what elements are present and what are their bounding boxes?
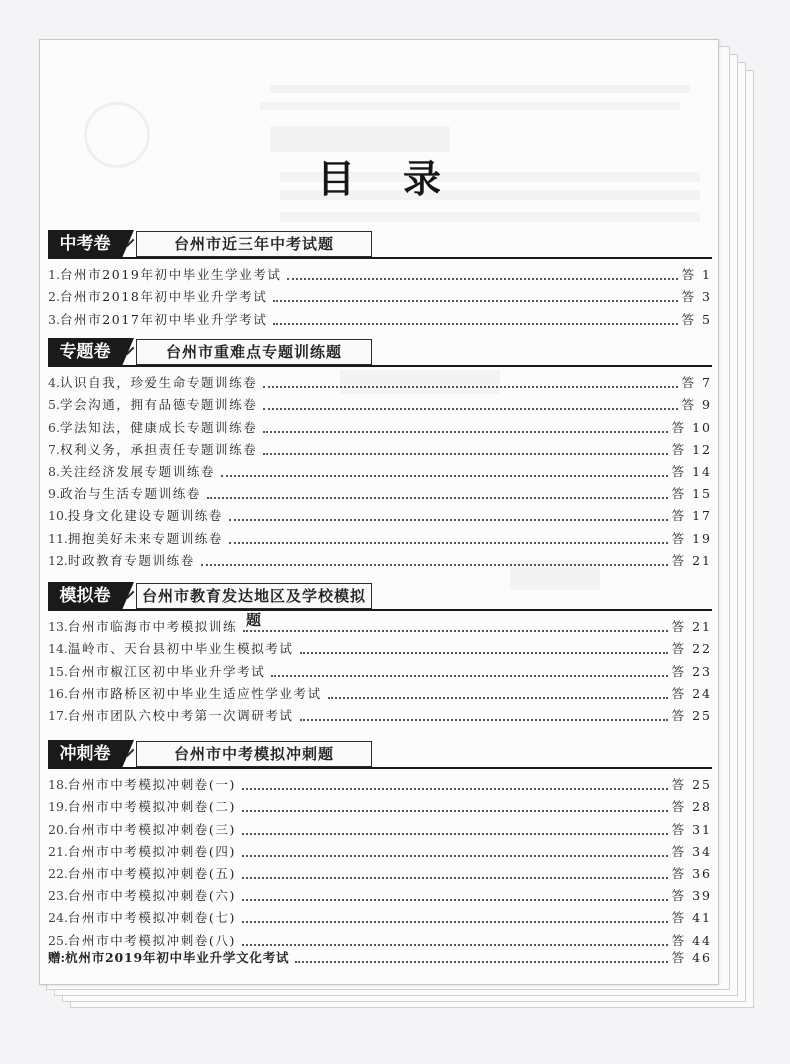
dot-leader xyxy=(273,323,677,325)
answer-page: 答 44 xyxy=(671,932,712,948)
entry-number: 2. xyxy=(48,289,60,305)
toc-entry[interactable] xyxy=(48,548,712,570)
entry-number: 5. xyxy=(48,397,60,413)
toc-entry[interactable] xyxy=(48,794,712,816)
dot-leader xyxy=(242,788,668,790)
toc-entry[interactable] xyxy=(48,703,712,725)
section-title: 台州市重难点专题训练题 xyxy=(136,339,372,365)
entry-number: 18. xyxy=(48,777,68,793)
answer-page: 答 34 xyxy=(671,843,712,859)
dot-leader xyxy=(263,453,667,455)
section-rule xyxy=(48,767,712,769)
answer-page: 答 31 xyxy=(671,821,712,837)
answer-page: 答 22 xyxy=(671,641,712,657)
answer-page: 答 7 xyxy=(681,375,712,391)
entry-number: 20. xyxy=(48,821,68,837)
toc-entry[interactable] xyxy=(48,459,712,481)
toc-entry[interactable] xyxy=(48,437,712,459)
entry-title: 台州市2018年初中毕业升学考试 xyxy=(59,289,268,305)
toc-entry[interactable] xyxy=(48,370,712,392)
dot-leader xyxy=(300,719,668,721)
toc-section xyxy=(48,740,712,950)
section-rule xyxy=(48,257,712,259)
dot-leader xyxy=(273,300,677,302)
bonus-section xyxy=(48,945,712,967)
dot-leader xyxy=(221,475,668,477)
entry-title: 关注经济发展专题训练卷 xyxy=(59,463,216,479)
toc-section xyxy=(48,582,712,725)
dot-leader xyxy=(242,810,668,812)
answer-page: 答 19 xyxy=(671,530,712,546)
bleed-through-text xyxy=(270,85,690,93)
section-header xyxy=(48,740,712,768)
entry-number: 11. xyxy=(48,530,68,546)
dot-leader xyxy=(287,278,677,280)
toc-entry[interactable] xyxy=(48,306,712,328)
toc-entry[interactable] xyxy=(48,816,712,838)
dot-leader xyxy=(295,961,667,963)
answer-page: 答 21 xyxy=(671,619,712,635)
toc-entry[interactable] xyxy=(48,861,712,883)
toc-entry[interactable] xyxy=(48,636,712,658)
book-page xyxy=(39,39,719,985)
answer-page: 答 25 xyxy=(671,707,712,723)
entry-title: 台州市2017年初中毕业升学考试 xyxy=(59,311,268,327)
answer-page: 答 36 xyxy=(671,865,712,881)
section-rule xyxy=(48,365,712,367)
section-header xyxy=(48,230,712,258)
bleed-through-text xyxy=(280,212,700,222)
answer-page: 答 23 xyxy=(671,663,712,679)
answer-page: 答 3 xyxy=(681,289,712,305)
entry-title: 台州市中考模拟冲刺卷(七) xyxy=(67,910,236,926)
answer-page: 答 41 xyxy=(671,910,712,926)
dot-leader xyxy=(242,921,668,923)
dot-leader xyxy=(271,675,667,677)
dot-leader xyxy=(263,386,677,388)
toc-entry[interactable] xyxy=(48,658,712,680)
toc-entry[interactable] xyxy=(48,681,712,703)
toc-entry[interactable] xyxy=(48,503,712,525)
section-title: 台州市中考模拟冲刺题 xyxy=(136,741,372,767)
toc-entry[interactable] xyxy=(48,905,712,927)
answer-page: 答 25 xyxy=(671,777,712,793)
entry-number: 19. xyxy=(48,799,68,815)
entry-title: 台州市椒江区初中毕业升学考试 xyxy=(67,663,266,679)
entry-number: 1. xyxy=(48,267,60,283)
entry-title: 认识自我，珍爱生命专题训练卷 xyxy=(59,375,258,391)
answer-page: 答 10 xyxy=(671,419,712,435)
toc-entry[interactable] xyxy=(48,481,712,503)
entry-title: 台州市2019年初中毕业生学业考试 xyxy=(59,267,282,283)
entry-number: 7. xyxy=(48,441,60,457)
answer-page: 答 28 xyxy=(671,799,712,815)
toc-section xyxy=(48,230,712,329)
toc-entry[interactable] xyxy=(48,525,712,547)
answer-page: 答 17 xyxy=(671,508,712,524)
entry-number: 4. xyxy=(48,375,60,391)
entry-title: 台州市中考模拟冲刺卷(六) xyxy=(67,888,236,904)
answer-page: 答 5 xyxy=(681,311,712,327)
entry-number: 14. xyxy=(48,641,68,657)
entry-title: 台州市团队六校中考第一次调研考试 xyxy=(67,707,294,723)
dot-leader xyxy=(300,652,668,654)
dot-leader xyxy=(328,697,668,699)
dot-leader xyxy=(242,877,668,879)
entry-number: 16. xyxy=(48,685,68,701)
entry-number: 24. xyxy=(48,910,68,926)
toc-entry[interactable] xyxy=(48,772,712,794)
entry-number: 9. xyxy=(48,486,60,502)
entry-title: 投身文化建设专题训练卷 xyxy=(67,508,223,524)
dot-leader xyxy=(242,899,668,901)
dot-leader xyxy=(201,564,668,566)
section-title: 台州市教育发达地区及学校模拟题 xyxy=(136,583,372,609)
entry-title: 杭州市2019年初中毕业升学文化考试 xyxy=(65,950,290,966)
entry-number: 25. xyxy=(48,932,68,948)
toc-entry[interactable] xyxy=(48,262,712,284)
entry-title: 学法知法，健康成长专题训练卷 xyxy=(59,419,258,435)
dot-leader xyxy=(229,519,668,521)
entry-title: 台州市中考模拟冲刺卷(三) xyxy=(67,821,236,837)
entry-title: 时政教育专题训练卷 xyxy=(67,552,195,568)
entry-number: 8. xyxy=(48,463,60,479)
answer-page: 答 39 xyxy=(671,888,712,904)
entry-number: 赠: xyxy=(48,950,66,966)
entry-number: 22. xyxy=(48,865,68,881)
toc-entry[interactable] xyxy=(48,284,712,306)
section-badge: 模拟卷 xyxy=(48,582,122,610)
entry-number: 23. xyxy=(48,888,68,904)
entry-number: 15. xyxy=(48,663,68,679)
section-title: 台州市近三年中考试题 xyxy=(136,231,372,257)
section-rule xyxy=(48,609,712,611)
dot-leader xyxy=(242,833,668,835)
entry-title: 台州市中考模拟冲刺卷(五) xyxy=(67,865,236,881)
dot-leader xyxy=(207,497,668,499)
dot-leader xyxy=(229,542,668,544)
entry-number: 12. xyxy=(48,552,68,568)
section-badge: 冲刺卷 xyxy=(48,740,122,768)
toc-entry-bonus[interactable] xyxy=(48,945,712,967)
dot-leader xyxy=(243,630,668,632)
entry-title: 台州市中考模拟冲刺卷(四) xyxy=(67,843,236,859)
toc-entry[interactable] xyxy=(48,614,712,636)
entry-number: 6. xyxy=(48,419,60,435)
entry-title: 学会沟通，拥有品德专题训练卷 xyxy=(59,397,258,413)
entry-title: 温岭市、天台县初中毕业生模拟考试 xyxy=(67,641,294,657)
toc-section xyxy=(48,338,712,570)
entry-number: 10. xyxy=(48,508,68,524)
entry-title: 台州市中考模拟冲刺卷(二) xyxy=(67,799,236,815)
entry-title: 政治与生活专题训练卷 xyxy=(59,486,201,502)
page-title: 目录 xyxy=(316,157,489,201)
entry-number: 17. xyxy=(48,707,68,723)
dot-leader xyxy=(242,855,668,857)
toc-entry[interactable] xyxy=(48,883,712,905)
answer-page: 答 24 xyxy=(671,685,712,701)
answer-page: 答 12 xyxy=(671,441,712,457)
toc-entry[interactable] xyxy=(48,392,712,414)
entry-title: 台州市路桥区初中毕业生适应性学业考试 xyxy=(67,685,322,701)
dot-leader xyxy=(263,431,667,433)
entry-title: 台州市临海市中考模拟训练 xyxy=(67,619,238,635)
entry-title: 台州市中考模拟冲刺卷(八) xyxy=(67,932,236,948)
section-header xyxy=(48,338,712,366)
dot-leader xyxy=(263,408,677,410)
entry-number: 13. xyxy=(48,619,68,635)
answer-page: 答 14 xyxy=(671,463,712,479)
entry-number: 3. xyxy=(48,311,60,327)
toc-entry[interactable] xyxy=(48,414,712,436)
section-badge: 专题卷 xyxy=(48,338,122,366)
toc-entry[interactable] xyxy=(48,839,712,861)
answer-page: 答 46 xyxy=(671,950,712,966)
entry-title: 权利义务，承担责任专题训练卷 xyxy=(59,441,258,457)
answer-page: 答 1 xyxy=(681,267,712,283)
entry-title: 台州市中考模拟冲刺卷(一) xyxy=(67,777,236,793)
answer-page: 答 9 xyxy=(681,397,712,413)
entry-number: 21. xyxy=(48,843,68,859)
section-badge: 中考卷 xyxy=(48,230,122,258)
bleed-through-text xyxy=(260,102,680,110)
entry-title: 拥抱美好未来专题训练卷 xyxy=(67,530,223,546)
answer-page: 答 15 xyxy=(671,486,712,502)
answer-page: 答 21 xyxy=(671,552,712,568)
